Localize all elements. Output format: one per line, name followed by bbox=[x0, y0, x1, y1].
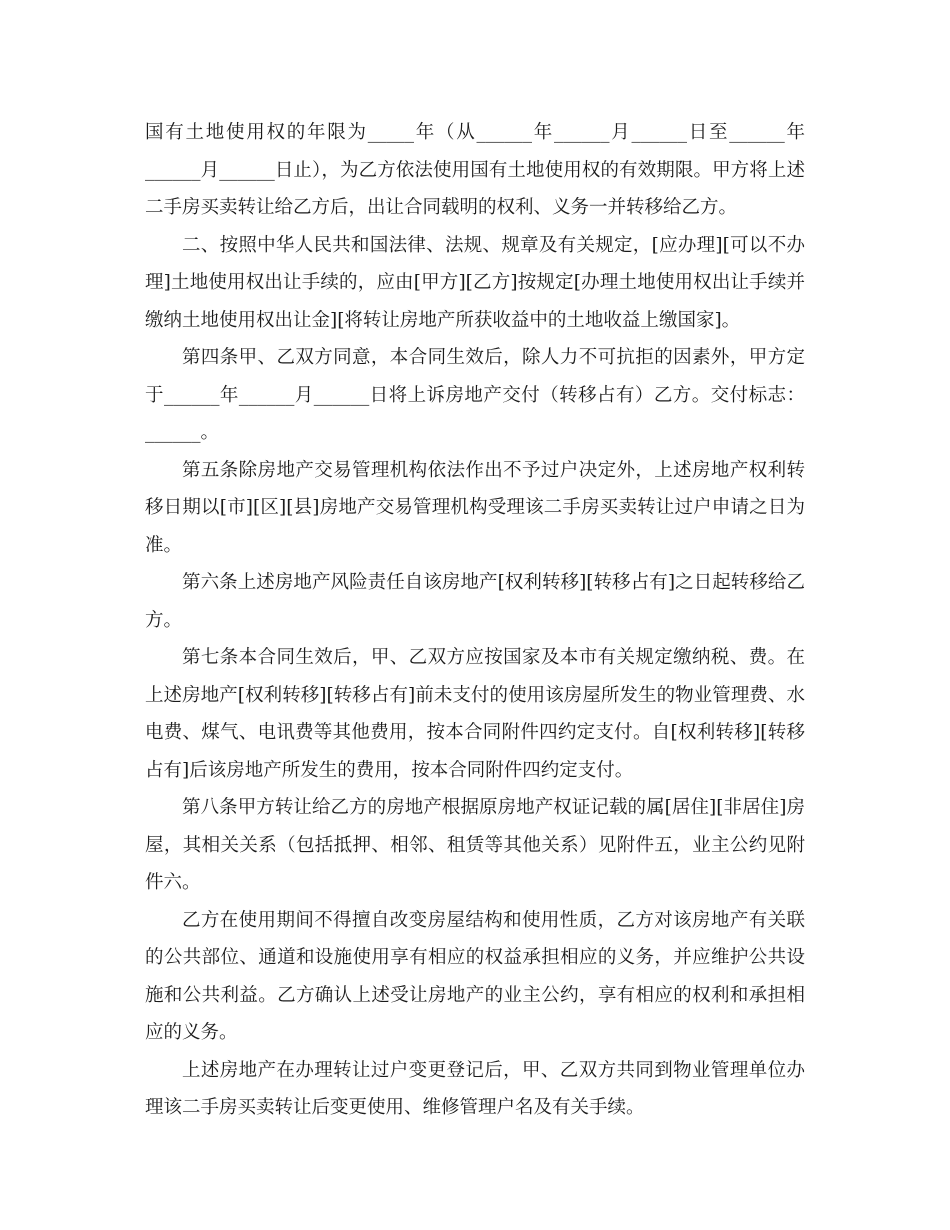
paragraph-land-use-term: 国有土地使用权的年限为_____年（从______年______月______日至______年______月______日止），为乙方依法使用国有土地使用权的有效期限。甲方将上述二手房买卖转让给乙方后，出让合同载明的权利、义务一并转移给乙方。 bbox=[145, 122, 805, 218]
document-body bbox=[145, 114, 805, 1127]
paragraph-party-b-obligations: 乙方在使用期间不得擅自改变房屋结构和使用性质，乙方对该房地产有关联的公共部位、通道和设施使用享有相应的权益承担相应的义务，并应维护公共设施和公共利益。乙方确认上述受让房地产的业主公约，享有相应的权利和承担相应的义务。 bbox=[145, 909, 805, 1043]
paragraph-article-4: 第四条甲、乙双方同意，本合同生效后，除人力不可抗拒的因素外，甲方定于______年______月______日将上诉房地产交付（转移占有）乙方。交付标志：______。 bbox=[145, 347, 805, 443]
paragraph-land-transfer-procedures: 二、按照中华人民共和国法律、法规、规章及有关规定，[应办理][可以不办理]土地使用权出让手续的，应由[甲方][乙方]按规定[办理土地使用权出让手续并缴纳土地使用权出让金][将转让房地产所获收益中的土地收益上缴国家]。 bbox=[145, 234, 805, 331]
paragraph-article-7: 第七条本合同生效后，甲、乙双方应按国家及本市有关规定缴纳税、费。在上述房地产[权利转移][转移占有]前未支付的使用该房屋所发生的物业管理费、水电费、煤气、电讯费等其他费用，按本合同附件四约定支付。自[权利转移][转移占有]后该房地产所发生的费用，按本合同附件四约定支付。 bbox=[145, 647, 805, 781]
paragraph-article-6: 第六条上述房地产风险责任自该房地产[权利转移][转移占有]之日起转移给乙方。 bbox=[145, 572, 805, 631]
paragraph-article-5: 第五条除房地产交易管理机构依法作出不予过户决定外，上述房地产权利转移日期以[市][区][县]房地产交易管理机构受理该二手房买卖转让过户申请之日为准。 bbox=[145, 459, 805, 556]
paragraph-article-8: 第八条甲方转让给乙方的房地产根据原房地产权证记载的属[居住][非居住]房屋，其相关关系（包括抵押、相邻、租赁等其他关系）见附件五，业主公约见附件六。 bbox=[145, 797, 805, 893]
paragraph-property-management-transfer: 上述房地产在办理转让过户变更登记后，甲、乙双方共同到物业管理单位办理该二手房买卖转让后变更使用、维修管理户名及有关手续。 bbox=[145, 1059, 805, 1118]
